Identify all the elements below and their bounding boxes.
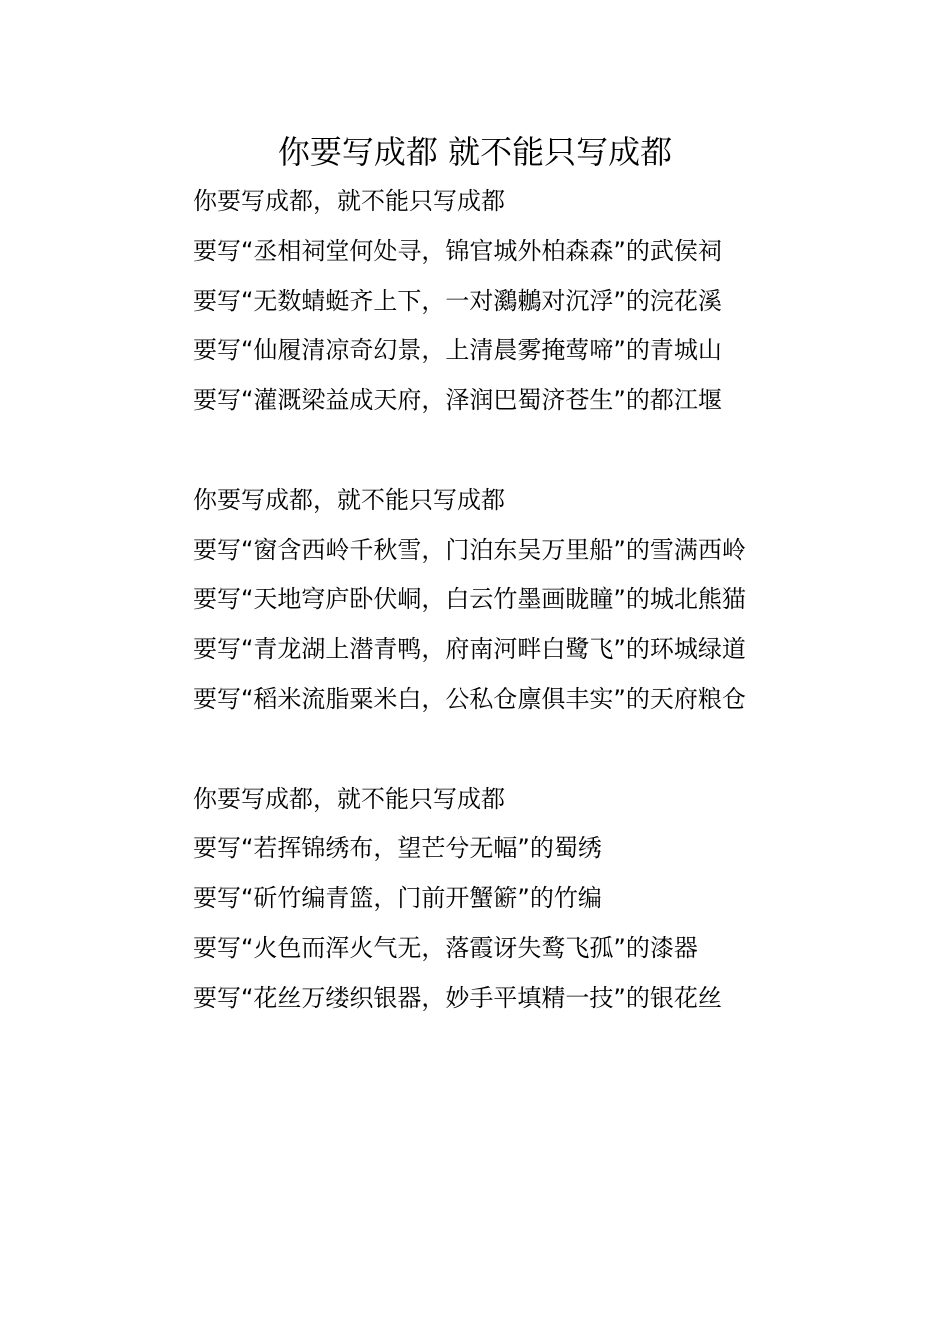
stanza-line: 要写“稻米流脂粟米白，公私仓廪俱丰实”的天府粮仓 [193, 684, 746, 713]
stanza-line: 你要写成都，就不能只写成都 [193, 187, 505, 215]
stanza-line: 你要写成都，就不能只写成都 [193, 485, 505, 514]
document-title: 你要写成都 就不能只写成都 [277, 133, 673, 171]
stanza-line: 要写“花丝万缕织银器，妙手平填精一技”的银花丝 [193, 983, 722, 1012]
stanza-line: 要写“青龙湖上潜青鸭，府南河畔白鹭飞”的环城绿道 [193, 635, 746, 664]
stanza-line: 你要写成都，就不能只写成都 [193, 784, 505, 813]
stanza-gap [145, 426, 810, 476]
stanza-line: 要写“无数蜻蜓齐上下，一对鸂鶒对沉浮”的浣花溪 [193, 286, 722, 315]
stanza-line: 要写“火色而浑火气无，落霞讶失鹜飞孤”的漆器 [193, 933, 698, 962]
poem-body [145, 177, 810, 1024]
stanza-line: 要写“若挥锦绣布，望芒兮无幅”的蜀绣 [193, 834, 602, 863]
stanza-1 [145, 177, 810, 426]
stanza-2 [145, 476, 810, 725]
stanza-line: 要写“仙履清凉奇幻景，上清晨雾掩莺啼”的青城山 [193, 336, 722, 365]
stanza-line: 要写“斫竹编青篮，门前开蟹簖”的竹编 [193, 884, 602, 913]
stanza-line: 要写“窗含西岭千秋雪，门泊东吴万里船”的雪满西岭 [193, 535, 746, 564]
stanza-3 [145, 775, 810, 1024]
stanza-gap [145, 725, 810, 775]
stanza-line: 要写“灌溉梁益成天府，泽润巴蜀济苍生”的都江堰 [193, 386, 722, 415]
stanza-line: 要写“天地穹庐卧伏峒，白云竹墨画眬瞳”的城北熊猫 [193, 585, 746, 614]
stanza-line: 要写“丞相祠堂何处寻，锦官城外柏森森”的武侯祠 [193, 236, 722, 265]
